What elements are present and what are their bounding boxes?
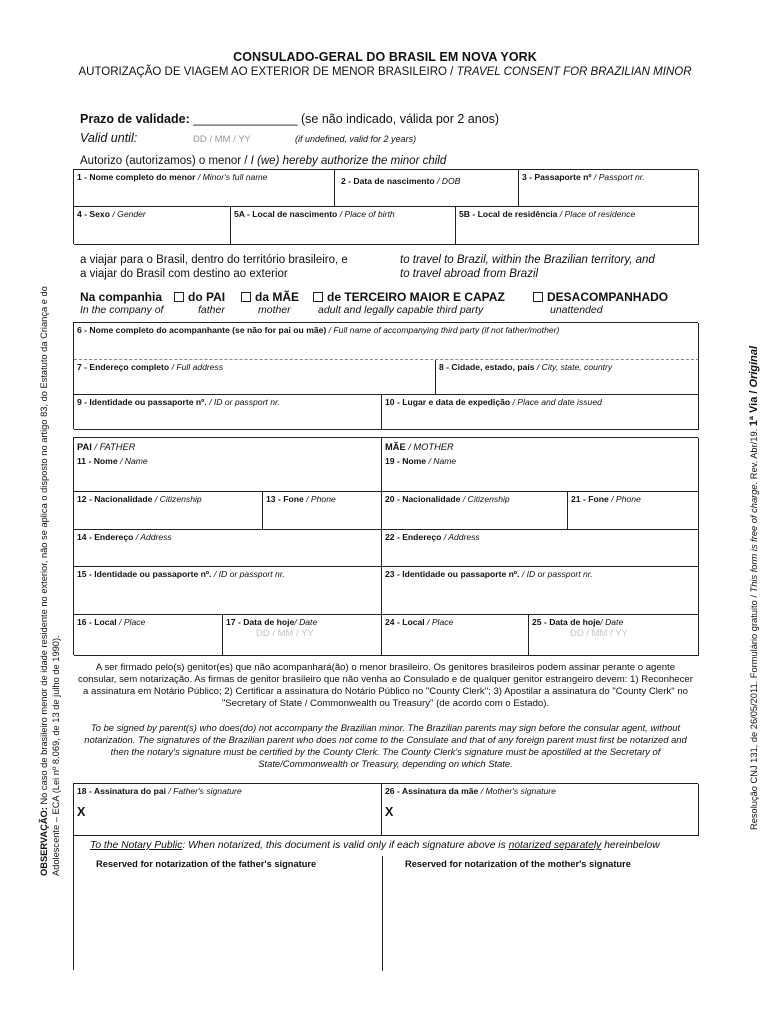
notary-area [74, 836, 699, 971]
checkbox-mother[interactable] [241, 292, 251, 302]
mother-signature-mark: X [385, 805, 394, 819]
father-date-placeholder: DD / MM / YY [256, 628, 314, 639]
notary-instruction: To the Notary Public: When notarized, this document is valid only if each signature above is notarized separately hereinbelow [90, 840, 660, 851]
field-father-address[interactable]: 14 - Endereço / Address [74, 530, 382, 567]
travel-pt-2: a viajar do Brasil com destino ao exterior [80, 268, 288, 280]
field-father-place[interactable]: 16 - Local / Place [74, 615, 223, 656]
companion-label-en: In the company of [80, 304, 164, 316]
reserved-mother: Reserved for notarization of the mother's signature [405, 859, 631, 869]
checkbox-father[interactable] [174, 292, 184, 302]
option-mother-en: mother [258, 304, 291, 316]
field-mother-signature[interactable]: 26 - Assinatura da mãe / Mother's signature X [382, 784, 699, 836]
field-mother-name[interactable]: MÃE / MOTHER 19 - Nome / Name [382, 438, 699, 492]
notary-divider [382, 856, 383, 971]
field-father-phone[interactable]: 13 - Fone / Phone [263, 492, 382, 530]
option-third-party[interactable]: de TERCEIRO MAIOR E CAPAZ [313, 290, 505, 304]
field-passport[interactable]: 3 - Passaporte nº / Passport nr. [519, 170, 699, 207]
field-mother-id[interactable]: 23 - Identidade ou passaporte nº. / ID or passport nr. [382, 567, 699, 615]
valid-until-line: Valid until: [80, 131, 138, 145]
field-mother-place[interactable]: 24 - Local / Place [382, 615, 529, 656]
field-mother-date[interactable]: 25 - Data de hoje/ Date DD / MM / YY [529, 615, 699, 656]
option-father[interactable]: do PAI [174, 290, 225, 304]
checkbox-unattended[interactable] [533, 292, 543, 302]
field-minor-name[interactable]: 1 - Nome completo do menor / Minor's full name [74, 170, 335, 207]
field-mother-citizenship[interactable]: 20 - Nacionalidade / Citizenship [382, 492, 568, 530]
field-birthplace[interactable]: 5A - Local de nascimento / Place of birth [231, 207, 456, 245]
field-father-name[interactable]: PAI / FATHER 11 - Nome / Name [74, 438, 382, 492]
field-companion-issued[interactable]: 10 - Lugar e data de expedição / Place and date issued [382, 395, 699, 430]
option-third-party-en: adult and legally capable third party [318, 304, 484, 316]
checkbox-third-party[interactable] [313, 292, 323, 302]
option-father-en: father [198, 304, 225, 316]
mother-date-placeholder: DD / MM / YY [570, 628, 628, 639]
validity-blank[interactable]: _______________ [193, 112, 298, 126]
field-companion-address[interactable]: 7 - Endereço completo / Full address [74, 360, 436, 395]
instructions-en: To be signed by parent(s) who does(do) not accompany the Brazilian minor. The Brazilian parents may sign before the consular agent, without notarization. The signatures of the Brazilian parent who does not come to the Consulate and that of any foreign parent must first be notarized and then the notary's signature must be certified by the County Clerk. The County Clerk's signature must be apostilled at the Secretary of State/Commonwealth or Treasury, depending on which State. [84, 722, 687, 769]
field-gender[interactable]: 4 - Sexo / Gender [74, 207, 231, 245]
field-father-id[interactable]: 15 - Identidade ou passaporte nº. / ID or passport nr. [74, 567, 382, 615]
side-resolution: Resolução CNJ 131, de 26/05/2011. Formulário gratuito / This form is free of charge. Rev. Abr/19. 1ª Via / Original [748, 345, 760, 830]
field-companion-id[interactable]: 9 - Identidade ou passaporte nº. / ID or passport nr. [74, 395, 382, 430]
travel-en-1: to travel to Brazil, within the Brazilian territory, and [400, 254, 655, 266]
field-mother-phone[interactable]: 21 - Fone / Phone [568, 492, 699, 530]
parents-table [73, 437, 698, 655]
validity-line: Prazo de validade: _______________ (se não indicado, válida por 2 anos) [80, 112, 500, 126]
option-mother[interactable]: da MÃE [241, 290, 299, 304]
companion-label: Na companhia [80, 290, 163, 304]
field-residence[interactable]: 5B - Local de residência / Place of residence [456, 207, 699, 245]
field-companion-name[interactable]: 6 - Nome completo do acompanhante (se não for pai ou mãe) / Full name of accompanying third party (if not father/mother) [74, 323, 699, 360]
page-subtitle: AUTORIZAÇÃO DE VIAGEM AO EXTERIOR DE MENOR BRASILEIRO / TRAVEL CONSENT FOR BRAZILIAN MINOR [78, 66, 692, 78]
field-father-citizenship[interactable]: 12 - Nacionalidade / Citizenship [74, 492, 263, 530]
field-father-date[interactable]: 17 - Data de hoje/ Date DD / MM / YY [223, 615, 382, 656]
instructions-pt: A ser firmado pelo(s) genitor(es) que não acompanhará(ão) o menor brasileiro. Os genitores brasileiros podem assinar perante o agente consular, sem notarização. As firmas de genitor brasileiro que não venha ao Consulado e de qualquer genitor estrangeiro devem: 1) Reconhecer a assinatura em Notário Público; 2) Certificar a assinatura do Notário Público no "County Clerk"; 3) Apostilar a assinatura do "County Clerk" no "Secretary of State / Commonwealth ou Treasury" (de acordo com o Estado). [78, 662, 693, 709]
side-observation: OBSERVAÇÃO: No caso de brasileiro menor de idade residente no exterior, não se aplica o disposto no artigo 83, do Estatuto da Criança e do Adolescente – ECA (Lei nº 8.069, de 13 de julho de 1990). [39, 286, 61, 876]
travel-pt-1: a viajar para o Brasil, dentro do território brasileiro, e [80, 254, 348, 266]
field-companion-city[interactable]: 8 - Cidade, estado, país / City, state, country [436, 360, 699, 395]
signature-table [73, 783, 698, 970]
travel-en-2: to travel abroad from Brazil [400, 268, 539, 280]
page-title: CONSULADO-GERAL DO BRASIL EM NOVA YORK [233, 50, 537, 64]
validity-date-placeholder[interactable]: DD / MM / YY [193, 134, 251, 145]
reserved-father: Reserved for notarization of the father's signature [96, 859, 317, 869]
option-unattended-en: unattended [550, 304, 603, 316]
option-unattended[interactable]: DESACOMPANHADO [533, 290, 668, 304]
father-signature-mark: X [77, 805, 86, 819]
third-party-table [73, 322, 698, 429]
field-father-signature[interactable]: 18 - Assinatura do pai / Father's signature X [74, 784, 382, 836]
field-dob[interactable]: 2 - Data de nascimento / DOB [335, 170, 519, 207]
authorize-line: Autorizo (autorizamos) o menor / I (we) hereby authorize the minor child [80, 155, 447, 167]
validity-note-en: (if undefined, valid for 2 years) [295, 134, 417, 144]
minor-table [73, 169, 698, 244]
field-mother-address[interactable]: 22 - Endereço / Address [382, 530, 699, 567]
